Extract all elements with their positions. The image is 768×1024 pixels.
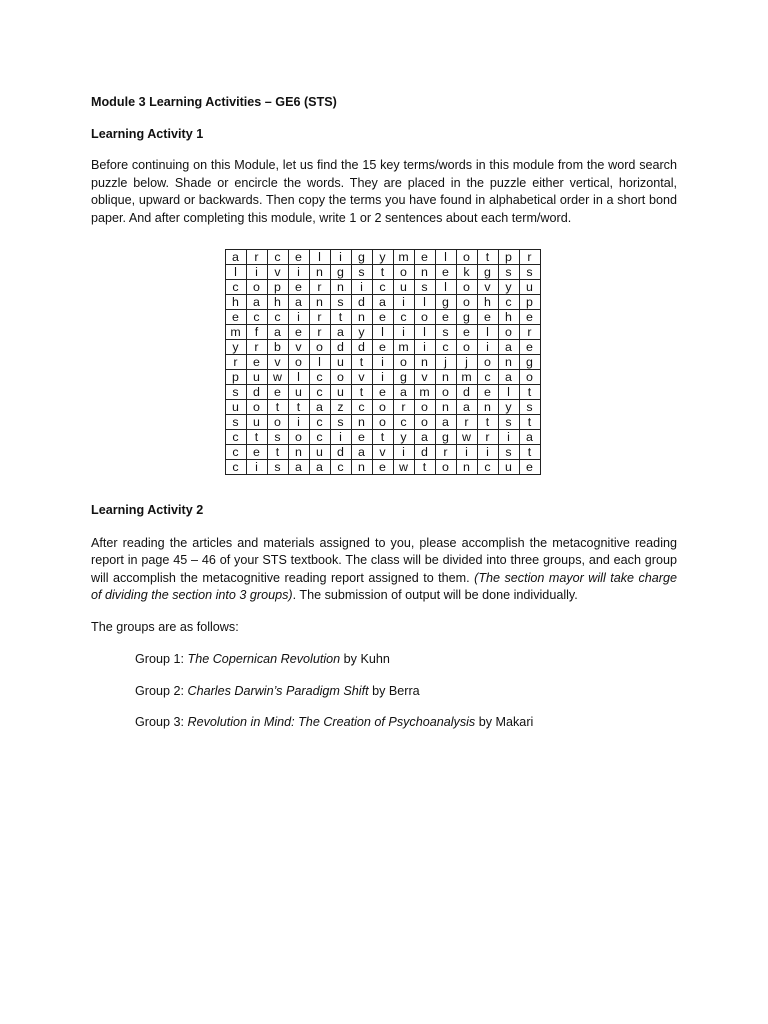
activity2-main-text: After reading the articles and materials assigned to you, please accomplish the metacognitive reading report in page 45 – 46 of your STS textbook. The class will be divided into three groups, and each group will accomplish the metacognitive reading report assigned to them. bbox=[91, 535, 677, 585]
puzzle-cell[interactable]: i bbox=[330, 430, 351, 445]
puzzle-cell[interactable]: g bbox=[330, 265, 351, 280]
word-search-puzzle bbox=[88, 249, 677, 475]
puzzle-cell[interactable]: c bbox=[477, 370, 498, 385]
puzzle-cell[interactable]: l bbox=[372, 325, 393, 340]
puzzle-row bbox=[225, 265, 540, 280]
activity2-italic-note: (The section mayor will take charge of dividing the section into 3 groups) bbox=[91, 570, 677, 602]
group-reading-title: Revolution in Mind: The Creation of Psychoanalysis bbox=[187, 715, 476, 729]
puzzle-cell[interactable]: e bbox=[414, 250, 435, 265]
puzzle-cell[interactable]: d bbox=[330, 340, 351, 355]
puzzle-cell[interactable]: m bbox=[456, 370, 477, 385]
group-item bbox=[135, 714, 677, 732]
puzzle-cell[interactable]: e bbox=[435, 265, 456, 280]
puzzle-cell[interactable]: n bbox=[435, 370, 456, 385]
puzzle-cell[interactable]: n bbox=[477, 400, 498, 415]
puzzle-row bbox=[225, 355, 540, 370]
puzzle-cell[interactable]: e bbox=[477, 310, 498, 325]
puzzle-cell[interactable]: s bbox=[225, 385, 246, 400]
puzzle-cell[interactable]: y bbox=[351, 325, 372, 340]
puzzle-cell[interactable]: w bbox=[393, 460, 414, 475]
puzzle-row bbox=[225, 385, 540, 400]
puzzle-cell[interactable]: o bbox=[456, 340, 477, 355]
puzzle-cell[interactable]: o bbox=[288, 355, 309, 370]
puzzle-cell[interactable]: d bbox=[351, 295, 372, 310]
puzzle-cell[interactable]: e bbox=[267, 385, 288, 400]
puzzle-cell[interactable]: k bbox=[456, 265, 477, 280]
puzzle-cell[interactable]: c bbox=[309, 370, 330, 385]
puzzle-cell[interactable]: c bbox=[498, 295, 519, 310]
puzzle-cell[interactable]: n bbox=[351, 310, 372, 325]
puzzle-cell[interactable]: l bbox=[309, 355, 330, 370]
puzzle-row bbox=[225, 370, 540, 385]
puzzle-cell[interactable]: o bbox=[477, 355, 498, 370]
puzzle-row bbox=[225, 400, 540, 415]
puzzle-cell[interactable]: y bbox=[498, 280, 519, 295]
puzzle-cell[interactable]: u bbox=[330, 355, 351, 370]
puzzle-cell[interactable]: t bbox=[330, 310, 351, 325]
puzzle-cell[interactable]: a bbox=[351, 445, 372, 460]
puzzle-cell[interactable]: n bbox=[435, 400, 456, 415]
group-reading-title: The Copernican Revolution bbox=[187, 652, 341, 666]
puzzle-cell[interactable]: o bbox=[246, 400, 267, 415]
puzzle-cell[interactable]: h bbox=[477, 295, 498, 310]
group-author: by Makari bbox=[475, 715, 534, 729]
activity2-heading: Learning Activity 2 bbox=[91, 503, 204, 517]
puzzle-cell[interactable]: r bbox=[246, 340, 267, 355]
puzzle-cell[interactable]: o bbox=[456, 250, 477, 265]
puzzle-cell[interactable]: c bbox=[309, 430, 330, 445]
puzzle-row bbox=[225, 325, 540, 340]
puzzle-cell[interactable]: e bbox=[372, 310, 393, 325]
puzzle-cell[interactable]: l bbox=[435, 250, 456, 265]
group-item bbox=[135, 651, 677, 669]
puzzle-cell[interactable]: s bbox=[414, 280, 435, 295]
puzzle-cell[interactable]: s bbox=[330, 415, 351, 430]
puzzle-cell[interactable]: y bbox=[372, 250, 393, 265]
puzzle-row bbox=[225, 460, 540, 475]
puzzle-cell[interactable]: o bbox=[393, 265, 414, 280]
puzzle-cell[interactable]: d bbox=[414, 445, 435, 460]
puzzle-cell[interactable]: r bbox=[519, 325, 540, 340]
puzzle-cell[interactable]: i bbox=[330, 250, 351, 265]
puzzle-cell[interactable]: g bbox=[456, 310, 477, 325]
puzzle-cell[interactable]: g bbox=[435, 430, 456, 445]
puzzle-cell[interactable]: i bbox=[288, 265, 309, 280]
puzzle-cell[interactable]: t bbox=[267, 445, 288, 460]
puzzle-cell[interactable]: t bbox=[351, 385, 372, 400]
puzzle-row bbox=[225, 280, 540, 295]
puzzle-cell[interactable]: w bbox=[456, 430, 477, 445]
group-label: Group 3: bbox=[135, 715, 188, 729]
puzzle-cell[interactable]: r bbox=[309, 310, 330, 325]
puzzle-cell[interactable]: m bbox=[225, 325, 246, 340]
puzzle-cell[interactable]: u bbox=[309, 445, 330, 460]
puzzle-cell[interactable]: i bbox=[246, 265, 267, 280]
puzzle-cell[interactable]: e bbox=[456, 325, 477, 340]
puzzle-cell[interactable]: o bbox=[246, 280, 267, 295]
puzzle-cell[interactable]: a bbox=[372, 295, 393, 310]
puzzle-cell[interactable]: e bbox=[372, 385, 393, 400]
word-search-grid bbox=[225, 249, 541, 475]
puzzle-cell[interactable]: e bbox=[288, 280, 309, 295]
puzzle-cell[interactable]: h bbox=[225, 295, 246, 310]
group-author: by Kuhn bbox=[340, 652, 390, 666]
puzzle-cell[interactable]: s bbox=[498, 265, 519, 280]
puzzle-cell[interactable]: r bbox=[309, 325, 330, 340]
puzzle-cell[interactable]: i bbox=[351, 280, 372, 295]
puzzle-cell[interactable]: i bbox=[288, 310, 309, 325]
puzzle-cell[interactable]: e bbox=[288, 250, 309, 265]
puzzle-cell[interactable]: c bbox=[330, 460, 351, 475]
puzzle-cell[interactable]: n bbox=[309, 265, 330, 280]
puzzle-cell[interactable]: l bbox=[477, 325, 498, 340]
puzzle-cell[interactable]: n bbox=[414, 355, 435, 370]
puzzle-cell[interactable]: p bbox=[267, 280, 288, 295]
puzzle-cell[interactable]: c bbox=[309, 415, 330, 430]
puzzle-cell[interactable]: c bbox=[435, 340, 456, 355]
puzzle-cell[interactable]: o bbox=[414, 310, 435, 325]
puzzle-cell[interactable]: a bbox=[519, 430, 540, 445]
puzzle-cell[interactable]: a bbox=[414, 430, 435, 445]
puzzle-cell[interactable]: o bbox=[330, 370, 351, 385]
puzzle-cell[interactable]: a bbox=[330, 325, 351, 340]
puzzle-cell[interactable]: i bbox=[288, 415, 309, 430]
puzzle-cell[interactable]: c bbox=[225, 460, 246, 475]
puzzle-cell[interactable]: a bbox=[246, 295, 267, 310]
puzzle-row bbox=[225, 415, 540, 430]
puzzle-cell[interactable]: u bbox=[225, 400, 246, 415]
puzzle-cell[interactable]: s bbox=[351, 265, 372, 280]
puzzle-cell[interactable]: c bbox=[267, 310, 288, 325]
puzzle-cell[interactable]: e bbox=[519, 310, 540, 325]
puzzle-cell[interactable]: a bbox=[309, 460, 330, 475]
puzzle-cell[interactable]: r bbox=[246, 250, 267, 265]
puzzle-cell[interactable]: n bbox=[351, 460, 372, 475]
puzzle-cell[interactable]: r bbox=[456, 415, 477, 430]
puzzle-cell[interactable]: c bbox=[225, 280, 246, 295]
puzzle-cell[interactable]: r bbox=[477, 430, 498, 445]
puzzle-cell[interactable]: e bbox=[225, 310, 246, 325]
puzzle-cell[interactable]: u bbox=[519, 280, 540, 295]
puzzle-cell[interactable]: t bbox=[414, 460, 435, 475]
puzzle-cell[interactable]: i bbox=[477, 445, 498, 460]
puzzle-cell[interactable]: t bbox=[519, 415, 540, 430]
puzzle-cell[interactable]: m bbox=[414, 385, 435, 400]
puzzle-cell[interactable]: l bbox=[309, 250, 330, 265]
puzzle-cell[interactable]: u bbox=[393, 280, 414, 295]
puzzle-cell[interactable]: t bbox=[477, 250, 498, 265]
puzzle-cell[interactable]: e bbox=[435, 310, 456, 325]
puzzle-cell[interactable]: l bbox=[498, 385, 519, 400]
puzzle-cell[interactable]: n bbox=[414, 265, 435, 280]
activity1-instructions: Before continuing on this Module, let us find the 15 key terms/words in this module from the word search puzzle below. Shade or encircle the words. They are placed in the puzzle either vertical, horizontal, oblique, upward or backwards. Then copy the terms you have found in alphabetical order in a short bond paper. And after completing this module, write 1 or 2 sentences about each term/word. bbox=[91, 158, 677, 225]
puzzle-cell[interactable]: u bbox=[288, 385, 309, 400]
activity2-instructions bbox=[91, 535, 677, 605]
puzzle-cell[interactable]: p bbox=[225, 370, 246, 385]
puzzle-cell[interactable]: c bbox=[246, 310, 267, 325]
puzzle-cell[interactable]: n bbox=[309, 295, 330, 310]
puzzle-cell[interactable]: o bbox=[288, 430, 309, 445]
puzzle-cell[interactable]: i bbox=[246, 460, 267, 475]
puzzle-cell[interactable]: t bbox=[477, 415, 498, 430]
puzzle-cell[interactable]: n bbox=[330, 280, 351, 295]
puzzle-cell[interactable]: s bbox=[267, 460, 288, 475]
puzzle-cell[interactable]: p bbox=[498, 250, 519, 265]
puzzle-cell[interactable]: o bbox=[519, 370, 540, 385]
puzzle-cell[interactable]: v bbox=[414, 370, 435, 385]
puzzle-row bbox=[225, 340, 540, 355]
puzzle-cell[interactable]: t bbox=[288, 400, 309, 415]
activity2-end-text: . The submission of output will be done individually. bbox=[292, 588, 578, 602]
puzzle-cell[interactable]: n bbox=[288, 445, 309, 460]
puzzle-cell[interactable]: o bbox=[267, 415, 288, 430]
puzzle-cell[interactable]: l bbox=[414, 325, 435, 340]
puzzle-cell[interactable]: c bbox=[225, 445, 246, 460]
group-author: by Berra bbox=[368, 683, 420, 698]
puzzle-cell[interactable]: a bbox=[309, 400, 330, 415]
puzzle-cell[interactable]: s bbox=[519, 265, 540, 280]
puzzle-cell[interactable]: o bbox=[456, 280, 477, 295]
puzzle-cell[interactable]: g bbox=[519, 355, 540, 370]
puzzle-cell[interactable]: t bbox=[372, 430, 393, 445]
puzzle-cell[interactable]: r bbox=[393, 400, 414, 415]
puzzle-cell[interactable]: i bbox=[414, 340, 435, 355]
puzzle-cell[interactable]: o bbox=[456, 295, 477, 310]
puzzle-cell[interactable]: e bbox=[519, 340, 540, 355]
puzzle-cell[interactable]: a bbox=[498, 370, 519, 385]
puzzle-cell[interactable]: l bbox=[435, 280, 456, 295]
puzzle-cell[interactable]: o bbox=[435, 385, 456, 400]
puzzle-cell[interactable]: s bbox=[519, 400, 540, 415]
puzzle-row bbox=[225, 430, 540, 445]
document-title: Module 3 Learning Activities – GE6 (STS) bbox=[91, 95, 337, 109]
puzzle-cell[interactable]: i bbox=[477, 340, 498, 355]
puzzle-cell[interactable]: t bbox=[519, 385, 540, 400]
puzzle-cell[interactable]: c bbox=[477, 460, 498, 475]
puzzle-cell[interactable]: i bbox=[456, 445, 477, 460]
puzzle-row bbox=[225, 310, 540, 325]
puzzle-cell[interactable]: b bbox=[267, 340, 288, 355]
puzzle-cell[interactable]: c bbox=[225, 430, 246, 445]
puzzle-cell[interactable]: o bbox=[393, 355, 414, 370]
puzzle-row bbox=[225, 445, 540, 460]
puzzle-cell[interactable]: o bbox=[498, 325, 519, 340]
puzzle-cell[interactable]: c bbox=[393, 310, 414, 325]
puzzle-cell[interactable]: a bbox=[393, 385, 414, 400]
puzzle-cell[interactable]: s bbox=[330, 295, 351, 310]
puzzle-cell[interactable]: g bbox=[477, 265, 498, 280]
puzzle-cell[interactable]: v bbox=[477, 280, 498, 295]
puzzle-cell[interactable]: g bbox=[393, 370, 414, 385]
puzzle-cell[interactable]: p bbox=[519, 295, 540, 310]
puzzle-cell[interactable]: y bbox=[225, 340, 246, 355]
puzzle-cell[interactable]: s bbox=[498, 415, 519, 430]
puzzle-cell[interactable]: j bbox=[456, 355, 477, 370]
document-page bbox=[91, 94, 677, 732]
puzzle-cell[interactable]: v bbox=[372, 445, 393, 460]
puzzle-cell[interactable]: v bbox=[288, 340, 309, 355]
puzzle-cell[interactable]: a bbox=[288, 295, 309, 310]
puzzle-cell[interactable]: j bbox=[435, 355, 456, 370]
puzzle-cell[interactable]: u bbox=[330, 385, 351, 400]
puzzle-cell[interactable]: n bbox=[351, 415, 372, 430]
puzzle-cell[interactable]: e bbox=[288, 325, 309, 340]
puzzle-cell[interactable]: r bbox=[309, 280, 330, 295]
puzzle-cell[interactable]: c bbox=[372, 280, 393, 295]
puzzle-cell[interactable]: o bbox=[309, 340, 330, 355]
puzzle-cell[interactable]: c bbox=[351, 400, 372, 415]
puzzle-cell[interactable]: o bbox=[414, 415, 435, 430]
puzzle-cell[interactable]: s bbox=[225, 415, 246, 430]
puzzle-cell[interactable]: t bbox=[267, 400, 288, 415]
puzzle-cell[interactable]: e bbox=[477, 385, 498, 400]
puzzle-cell[interactable]: o bbox=[372, 400, 393, 415]
puzzle-cell[interactable]: e bbox=[372, 460, 393, 475]
puzzle-cell[interactable]: v bbox=[351, 370, 372, 385]
puzzle-cell[interactable]: m bbox=[393, 250, 414, 265]
puzzle-cell[interactable]: e bbox=[372, 340, 393, 355]
puzzle-cell[interactable]: o bbox=[435, 460, 456, 475]
puzzle-cell[interactable]: c bbox=[393, 415, 414, 430]
puzzle-cell[interactable]: f bbox=[246, 325, 267, 340]
puzzle-cell[interactable]: i bbox=[372, 355, 393, 370]
puzzle-cell[interactable]: a bbox=[267, 325, 288, 340]
puzzle-cell[interactable]: w bbox=[267, 370, 288, 385]
puzzle-cell[interactable]: c bbox=[267, 250, 288, 265]
puzzle-cell[interactable]: t bbox=[246, 430, 267, 445]
puzzle-cell[interactable]: l bbox=[225, 265, 246, 280]
puzzle-cell[interactable]: l bbox=[414, 295, 435, 310]
puzzle-cell[interactable]: o bbox=[372, 415, 393, 430]
puzzle-cell[interactable]: t bbox=[372, 265, 393, 280]
puzzle-cell[interactable]: c bbox=[309, 385, 330, 400]
puzzle-cell[interactable]: m bbox=[393, 340, 414, 355]
puzzle-cell[interactable]: s bbox=[498, 445, 519, 460]
puzzle-cell[interactable]: a bbox=[288, 460, 309, 475]
puzzle-cell[interactable]: e bbox=[246, 445, 267, 460]
puzzle-cell[interactable]: d bbox=[351, 340, 372, 355]
puzzle-cell[interactable]: z bbox=[330, 400, 351, 415]
puzzle-cell[interactable]: h bbox=[267, 295, 288, 310]
puzzle-cell[interactable]: e bbox=[351, 430, 372, 445]
puzzle-cell[interactable]: a bbox=[498, 340, 519, 355]
puzzle-cell[interactable]: n bbox=[498, 355, 519, 370]
puzzle-cell[interactable]: v bbox=[267, 355, 288, 370]
puzzle-cell[interactable]: r bbox=[519, 250, 540, 265]
group-item bbox=[135, 683, 677, 701]
puzzle-cell[interactable]: l bbox=[288, 370, 309, 385]
puzzle-cell[interactable]: y bbox=[498, 400, 519, 415]
puzzle-cell[interactable]: g bbox=[435, 295, 456, 310]
puzzle-cell[interactable]: d bbox=[456, 385, 477, 400]
puzzle-cell[interactable]: v bbox=[267, 265, 288, 280]
puzzle-cell[interactable]: i bbox=[393, 445, 414, 460]
puzzle-cell[interactable]: a bbox=[435, 415, 456, 430]
group-label: Group 2: bbox=[135, 683, 188, 698]
puzzle-row bbox=[225, 295, 540, 310]
puzzle-cell[interactable]: a bbox=[225, 250, 246, 265]
puzzle-cell[interactable]: g bbox=[351, 250, 372, 265]
puzzle-cell[interactable]: i bbox=[372, 370, 393, 385]
puzzle-cell[interactable]: n bbox=[456, 460, 477, 475]
group-reading-title: Charles Darwin’s Paradigm Shift bbox=[187, 683, 369, 698]
puzzle-cell[interactable]: i bbox=[498, 430, 519, 445]
puzzle-cell[interactable]: h bbox=[498, 310, 519, 325]
puzzle-cell[interactable]: u bbox=[246, 415, 267, 430]
puzzle-row bbox=[225, 250, 540, 265]
group-label: Group 1: bbox=[135, 652, 188, 666]
groups-list bbox=[135, 651, 677, 732]
puzzle-cell[interactable]: u bbox=[246, 370, 267, 385]
puzzle-cell[interactable]: s bbox=[267, 430, 288, 445]
puzzle-cell[interactable]: u bbox=[498, 460, 519, 475]
puzzle-cell[interactable]: i bbox=[393, 295, 414, 310]
puzzle-cell[interactable]: y bbox=[393, 430, 414, 445]
puzzle-cell[interactable]: r bbox=[435, 445, 456, 460]
groups-intro: The groups are as follows: bbox=[91, 619, 239, 634]
puzzle-cell[interactable]: r bbox=[225, 355, 246, 370]
puzzle-cell[interactable]: s bbox=[435, 325, 456, 340]
puzzle-cell[interactable]: e bbox=[246, 355, 267, 370]
puzzle-cell[interactable]: o bbox=[414, 400, 435, 415]
puzzle-cell[interactable]: e bbox=[519, 460, 540, 475]
puzzle-cell[interactable]: t bbox=[519, 445, 540, 460]
activity1-heading: Learning Activity 1 bbox=[91, 126, 204, 141]
puzzle-cell[interactable]: i bbox=[393, 325, 414, 340]
puzzle-cell[interactable]: d bbox=[330, 445, 351, 460]
puzzle-cell[interactable]: a bbox=[456, 400, 477, 415]
puzzle-cell[interactable]: t bbox=[351, 355, 372, 370]
puzzle-cell[interactable]: d bbox=[246, 385, 267, 400]
